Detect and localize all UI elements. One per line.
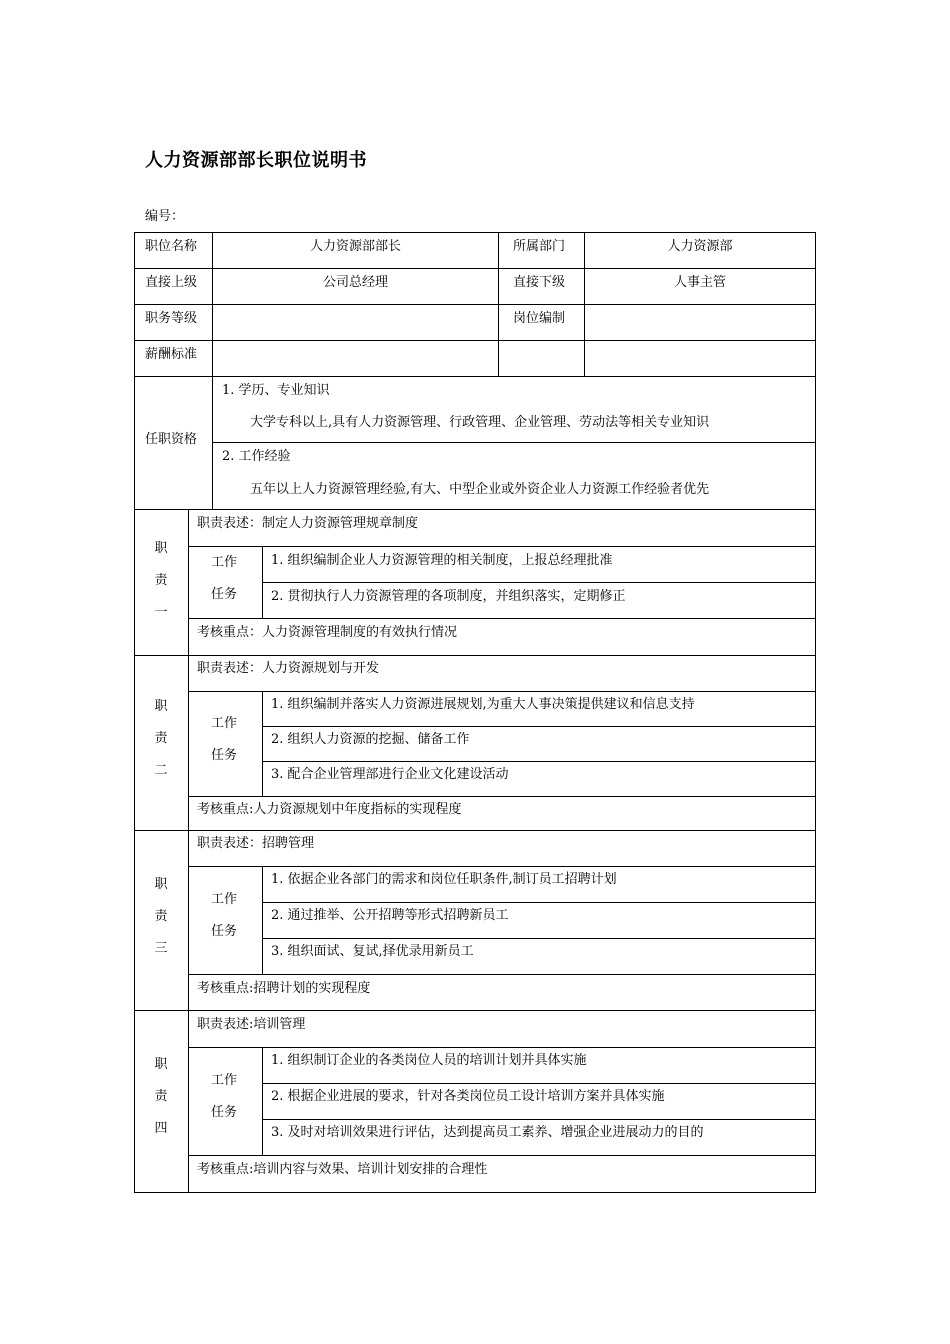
duty-1-label: 职 责 一 <box>154 541 168 620</box>
qualification-experience-title: 2. 工作经验 <box>222 449 291 464</box>
duty-2-label: 职 责 二 <box>154 699 168 778</box>
duty-3-task-1: 1. 依据企业各部门的需求和岗位任职条件,制订员工招聘计划 <box>271 872 617 887</box>
qualification-education-title: 1. 学历、专业知识 <box>222 383 330 398</box>
subordinate-value: 人事主管 <box>673 275 726 290</box>
qualification-experience-text: 五年以上人力资源管理经验,有大、中型企业或外资企业人力资源工作经验者优先 <box>250 482 710 497</box>
document-code-label: 编号： <box>145 209 185 224</box>
dept-label: 所属部门 <box>513 239 566 254</box>
duty-4-task-3: 3. 及时对培训效果进行评估，达到提高员工素养、增强企业进展动力的目的 <box>271 1125 704 1140</box>
grade-label: 职务等级 <box>145 311 198 326</box>
position-value: 人力资源部部长 <box>309 239 401 254</box>
duty-2-task-2: 2. 组织人力资源的挖掘、储备工作 <box>271 732 470 747</box>
duty-3-kpi: 考核重点:招聘计划的实现程度 <box>197 981 371 996</box>
duty-3-description: 职责表述：招聘管理 <box>197 836 315 851</box>
job-description-table <box>134 232 816 1193</box>
position-label: 职位名称 <box>145 239 198 254</box>
duty-2-task-1: 1. 组织编制并落实人力资源进展规划,为重大人事决策提供建议和信息支持 <box>271 697 695 712</box>
duty-1-task-1: 1. 组织编制企业人力资源管理的相关制度，上报总经理批准 <box>271 553 613 568</box>
duty-4-task-1: 1. 组织制订企业的各类岗位人员的培训计划并具体实施 <box>271 1053 587 1068</box>
duty-4-task-label: 工作 任务 <box>210 1073 237 1120</box>
salary-label: 薪酬标准 <box>145 347 198 362</box>
duty-3-task-2: 2. 通过推举、公开招聘等形式招聘新员工 <box>271 908 509 923</box>
qualification-label: 任职资格 <box>145 432 198 447</box>
superior-value: 公司总经理 <box>322 275 388 290</box>
duty-1-description: 职责表述：制定人力资源管理规章制度 <box>197 516 419 531</box>
headcount-label: 岗位编制 <box>513 311 566 326</box>
duty-4-description: 职责表述:培训管理 <box>197 1017 306 1032</box>
duty-4-kpi: 考核重点:培训内容与效果、培训计划安排的合理性 <box>197 1162 488 1177</box>
duty-1-task-2: 2. 贯彻执行人力资源管理的各项制度，并组织落实，定期修正 <box>271 589 626 604</box>
duty-3-task-3: 3. 组织面试、复试,择优录用新员工 <box>271 944 474 959</box>
duty-3-task-label: 工作 任务 <box>210 892 237 939</box>
duty-2-kpi: 考核重点:人力资源规划中年度指标的实现程度 <box>197 802 462 817</box>
duty-1-kpi: 考核重点：人力资源管理制度的有效执行情况 <box>197 625 458 640</box>
duty-2-task-3: 3. 配合企业管理部进行企业文化建设活动 <box>271 767 509 782</box>
duty-2-description: 职责表述：人力资源规划与开发 <box>197 661 380 676</box>
dept-value: 人力资源部 <box>667 239 733 254</box>
duty-1-task-label: 工作 任务 <box>210 555 237 602</box>
superior-label: 直接上级 <box>145 275 198 290</box>
qualification-education-text: 大学专科以上,具有人力资源管理、行政管理、企业管理、劳动法等相关专业知识 <box>250 415 710 430</box>
duty-3-label: 职 责 三 <box>154 877 168 956</box>
duty-4-label: 职 责 四 <box>154 1057 168 1136</box>
document-title: 人力资源部部长职位说明书 <box>145 150 367 171</box>
subordinate-label: 直接下级 <box>513 275 566 290</box>
duty-4-task-2: 2. 根据企业进展的要求，针对各类岗位员工设计培训方案并具体实施 <box>271 1089 665 1104</box>
duty-2-task-label: 工作 任务 <box>210 716 237 763</box>
